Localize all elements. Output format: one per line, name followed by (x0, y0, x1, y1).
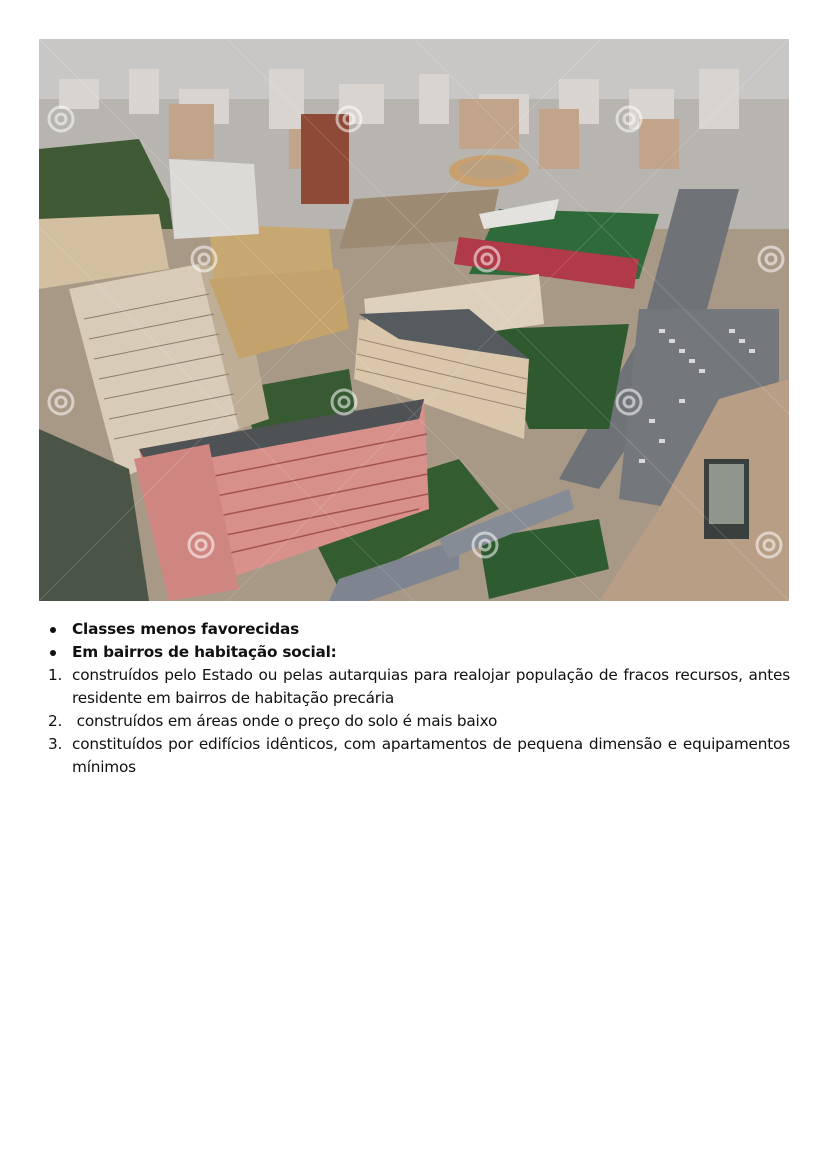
item-number: 2. (48, 712, 63, 730)
aerial-photo (39, 39, 789, 601)
numbered-item (40, 733, 790, 779)
bullet-dot-icon (50, 650, 56, 656)
item-text: construídos em áreas onde o preço do solo é mais baixo (72, 712, 498, 730)
bullet-item: Classes menos favorecidas (40, 618, 790, 641)
item-number: 3. (48, 735, 63, 753)
numbered-item (40, 664, 790, 710)
document-text (40, 618, 790, 779)
numbered-item (40, 710, 790, 733)
aerial-city-image (39, 39, 789, 601)
bullet-item: Em bairros de habitação social: (40, 641, 790, 664)
item-number: 1. (48, 666, 63, 684)
bullet-dot-icon (50, 627, 56, 633)
item-text: constituídos por edifícios idênticos, com apartamentos de pequena dimensão e equipamentos mínimos (72, 735, 790, 776)
item-text: construídos pelo Estado ou pelas autarquias para realojar população de fracos recursos, antes residente em bairros de habitação precária (72, 666, 790, 707)
